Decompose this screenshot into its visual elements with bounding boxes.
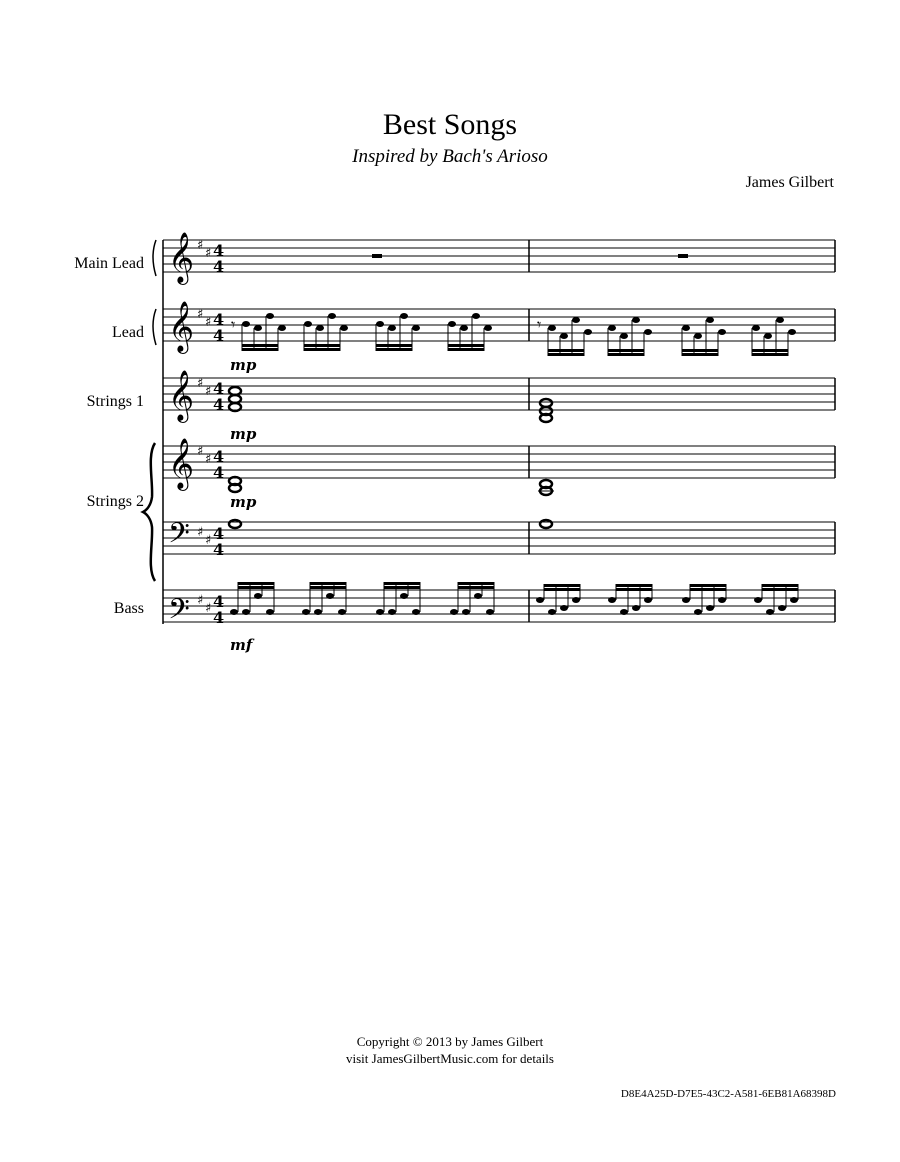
note-head (694, 609, 702, 615)
note-head (400, 313, 408, 319)
note-beam (752, 353, 788, 356)
note-beam (608, 349, 644, 352)
note-head (776, 317, 784, 323)
note-head (560, 333, 568, 339)
time-sig-top: 4 (213, 592, 225, 611)
treble-clef-icon: 𝄞 (168, 232, 195, 283)
treble-clef-icon: 𝄞 (168, 438, 195, 489)
note-head (644, 597, 652, 603)
staff-lead (163, 309, 835, 341)
note-head (472, 313, 480, 319)
time-sig-bottom: 4 (213, 540, 225, 559)
key-signature-group (197, 238, 211, 616)
time-sig-top: 4 (213, 310, 225, 329)
sharp-icon: ♯ (197, 525, 204, 540)
sharp-icon: ♯ (205, 452, 212, 467)
note-head (376, 321, 384, 327)
note-head (584, 329, 592, 335)
note-head (266, 313, 274, 319)
note-head (632, 317, 640, 323)
time-sig-bottom: 4 (213, 463, 225, 482)
strings-2-treble-chord (538, 480, 554, 495)
dynamic-lead: mp (230, 356, 257, 374)
note-head (706, 605, 714, 611)
time-sig-bottom: 4 (213, 257, 225, 276)
sharp-icon: ♯ (205, 246, 212, 261)
note-beam (242, 344, 278, 347)
whole-rest (372, 254, 382, 258)
note-head (314, 609, 322, 615)
instrument-label-strings-1: Strings 1 (86, 393, 144, 410)
page-title: Best Songs (382, 108, 518, 141)
note-beam (544, 588, 580, 591)
note-beam (616, 584, 652, 587)
note-head (326, 593, 334, 599)
note-beam (752, 349, 788, 352)
note-head (484, 325, 492, 331)
staff-main-lead (163, 240, 835, 272)
composer-name: James Gilbert (745, 174, 834, 191)
instrument-label-strings-2: Strings 2 (86, 493, 144, 510)
staff-bass (163, 590, 835, 622)
note-beam (682, 353, 718, 356)
note-head (572, 317, 580, 323)
note-beam (448, 344, 484, 347)
note-beam (548, 349, 584, 352)
note-beam (304, 344, 340, 347)
sharp-icon: ♯ (197, 593, 204, 608)
note-head (388, 609, 396, 615)
note-beam (690, 588, 726, 591)
footer-visit: visit JamesGilbertMusic.com for details (346, 1051, 554, 1066)
note-head (254, 325, 262, 331)
note-head (302, 609, 310, 615)
lead-notes (242, 313, 796, 356)
eighth-rest-icon: 𝄾 (231, 315, 236, 334)
note-head (254, 593, 262, 599)
note-head (412, 609, 420, 615)
bass-clef-icon: 𝄢 (168, 593, 190, 633)
note-head (230, 609, 238, 615)
note-beam (384, 586, 420, 589)
strings-1-chord (229, 387, 241, 411)
note-head (790, 597, 798, 603)
note-beam (310, 582, 346, 585)
sharp-icon: ♯ (205, 601, 212, 616)
note-head (486, 609, 494, 615)
note-head (706, 317, 714, 323)
whole-rest (678, 254, 688, 258)
note-head (608, 597, 616, 603)
time-sig-bottom: 4 (213, 608, 225, 627)
note-head (766, 609, 774, 615)
sharp-icon: ♯ (205, 315, 212, 330)
staff-strings-1 (163, 378, 835, 410)
staff-strings-2-treble (163, 446, 835, 478)
note-head (340, 325, 348, 331)
note-head (644, 329, 652, 335)
note-head (460, 325, 468, 331)
sharp-icon: ♯ (205, 533, 212, 548)
note-beam (762, 588, 798, 591)
note-head (448, 321, 456, 327)
time-sig-bottom: 4 (213, 395, 225, 414)
note-beam (548, 353, 584, 356)
time-signature-group (213, 241, 224, 627)
note-beam (384, 582, 420, 585)
note-head (620, 609, 628, 615)
note-head (620, 333, 628, 339)
time-sig-top: 4 (213, 379, 225, 398)
note-head (754, 597, 762, 603)
note-head (778, 605, 786, 611)
brace-strings-2 (143, 443, 155, 581)
note-head (718, 597, 726, 603)
note-head (682, 597, 690, 603)
bass-clef-icon: 𝄢 (168, 517, 190, 557)
note-head (608, 325, 616, 331)
footer-copyright: Copyright © 2013 by James Gilbert (356, 1034, 544, 1049)
treble-clef-icon: 𝄞 (168, 370, 195, 421)
note-head (764, 333, 772, 339)
note-beam (682, 349, 718, 352)
note-head (328, 313, 336, 319)
note-head (694, 333, 702, 339)
sharp-icon: ♯ (197, 444, 204, 459)
note-beam (608, 353, 644, 356)
time-sig-top: 4 (213, 524, 225, 543)
note-beam (690, 584, 726, 587)
note-beam (376, 344, 412, 347)
strings-2-bass-note (540, 520, 552, 528)
sharp-icon: ♯ (197, 238, 204, 253)
note-head (242, 609, 250, 615)
note-head (450, 609, 458, 615)
footer-serial: D8E4A25D-D7E5-43C2-A581-6EB81A68398D (620, 1088, 836, 1100)
instrument-label-main-lead: Main Lead (74, 255, 144, 272)
time-sig-top: 4 (213, 447, 225, 466)
instrument-label-bass: Bass (113, 600, 144, 617)
note-head (278, 325, 286, 331)
note-head (788, 329, 796, 335)
note-beam (310, 586, 346, 589)
note-head (752, 325, 760, 331)
note-beam (238, 586, 274, 589)
note-beam (304, 348, 340, 351)
note-head (304, 321, 312, 327)
note-head (376, 609, 384, 615)
note-head (474, 593, 482, 599)
strings-2-treble-chord (229, 477, 241, 492)
dynamic-bass: mf (230, 636, 253, 654)
note-head (400, 593, 408, 599)
note-head (548, 325, 556, 331)
note-head (316, 325, 324, 331)
note-head (266, 609, 274, 615)
note-head (548, 609, 556, 615)
dynamic-strings-2: mp (230, 493, 257, 511)
note-beam (458, 586, 494, 589)
dynamic-strings-1: mp (230, 425, 257, 443)
instrument-label-lead: Lead (112, 324, 144, 341)
bracket-main-lead (153, 240, 156, 276)
note-beam (238, 582, 274, 585)
note-head (536, 597, 544, 603)
sharp-icon: ♯ (197, 376, 204, 391)
note-head (632, 605, 640, 611)
sharp-icon: ♯ (205, 384, 212, 399)
note-beam (448, 348, 484, 351)
note-head (462, 609, 470, 615)
page-subtitle: Inspired by Bach's Arioso (352, 146, 548, 167)
note-beam (762, 584, 798, 587)
note-head (682, 325, 690, 331)
note-beam (242, 348, 278, 351)
note-head (242, 321, 250, 327)
time-sig-bottom: 4 (213, 326, 225, 345)
note-head (560, 605, 568, 611)
eighth-rest-icon: 𝄾 (537, 315, 542, 334)
bracket-lead (153, 309, 156, 345)
note-beam (544, 584, 580, 587)
note-beam (458, 582, 494, 585)
treble-clef-icon: 𝄞 (168, 301, 195, 352)
staff-strings-2-bass (163, 522, 835, 554)
note-head (338, 609, 346, 615)
note-head (718, 329, 726, 335)
note-head (388, 325, 396, 331)
sharp-icon: ♯ (197, 307, 204, 322)
note-head (412, 325, 420, 331)
note-beam (616, 588, 652, 591)
time-sig-top: 4 (213, 241, 225, 260)
note-beam (376, 348, 412, 351)
note-head (572, 597, 580, 603)
strings-2-bass-note (229, 520, 241, 528)
